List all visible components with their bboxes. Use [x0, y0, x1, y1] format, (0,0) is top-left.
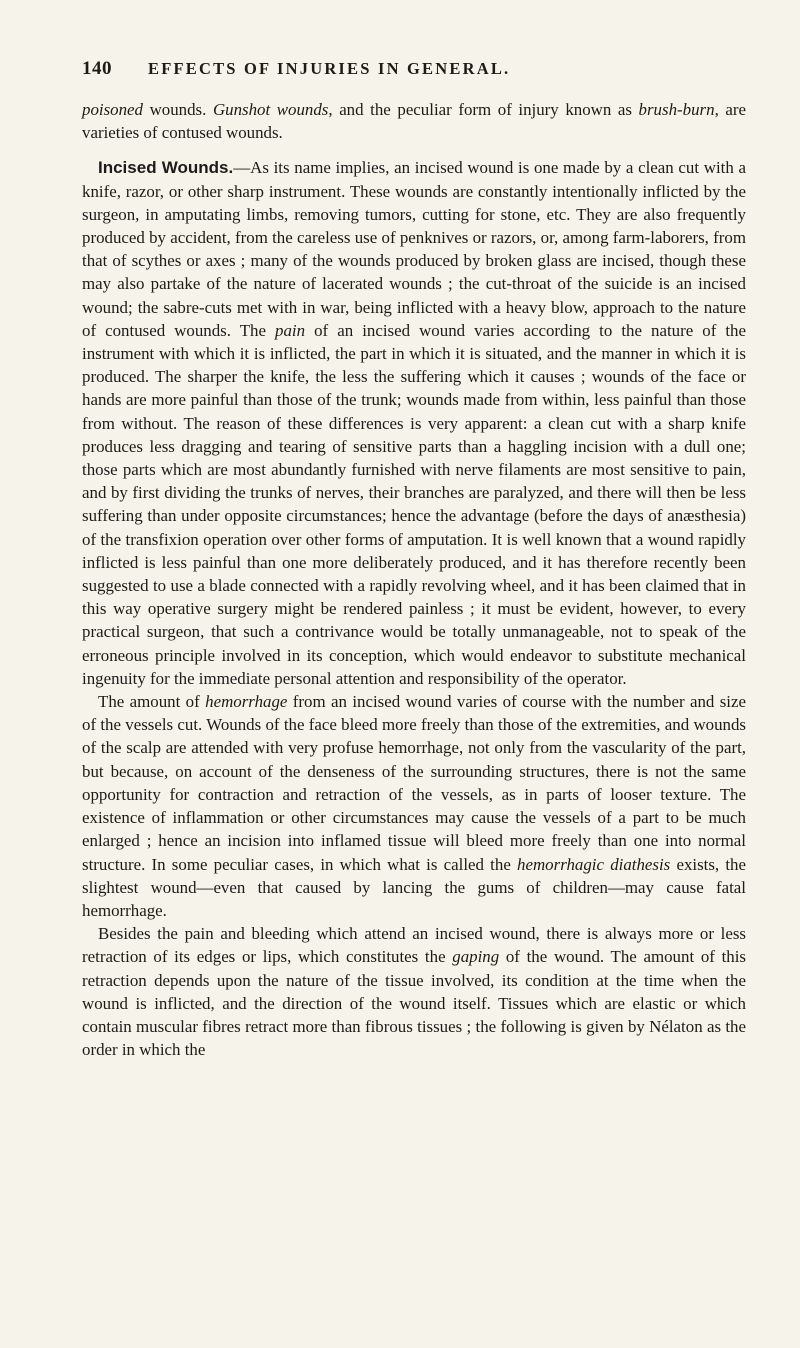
text-run: —As its name implies, an incised wound is one made by a clean cut with a knife, razor, or other sharp instrument. These wounds are constantly intentionally inflicted by the surgeon, in amputating limbs, removing tumors, cutting for stone, etc. They are also frequently produced by accident, from the careless use of penknives or razors, or, among farm-laborers, from that of scythes or axes ; many of the wounds produced by broken glass are incised, though these may also partake of the nature of lacerated wounds ; the cut-throat of the suicide is an incised wound; the sabre-cuts met with in war, being inflicted with a heavy blow, approach to the nature of contused wounds. The — [82, 158, 746, 340]
paragraph-hemorrhage — [82, 690, 746, 922]
term-gunshot-wounds: Gunshot wounds — [212, 100, 329, 119]
page-number: 140 — [82, 58, 112, 79]
text-run: , are varieties of contused wounds. — [82, 100, 746, 143]
text-run: The amount of — [98, 692, 206, 712]
paragraph-poisoned-wounds — [82, 98, 746, 144]
body-text — [82, 98, 746, 1061]
term-hemorrhage: hemorrhage — [205, 692, 288, 712]
term-hemorrhagic-diathesis: hemorrhagic diathesis — [517, 854, 671, 874]
text-run: of an incised wound varies according to the nature of the instrument with which it is inflicted, the part in which it is situated, and the manner in which it is produced. The sharper the knife, the less the suffering which it causes ; wounds of the face or hands are more painful than those of the trunk; wounds made from within, less painful than those from without. The reason of these differences is very apparent: a clean cut with a sharp knife produces less dragging and tearing of sensitive parts than a haggling incision with a dull one; those parts which are most abundantly furnished with nerve filaments are most sensitive to pain, and by first dividing the trunks of nerves, their branches are paralyzed, and there will then be less suffering than under opposite circumstances; hence the advantage (before the days of anæsthesia) of the transfixion operation over other forms of amputation. It is well known that a wound rapidly inflicted is less painful than one more deliberately produced, and it has therefore recently been suggested to use a blade connected with a rapidly revolving wheel, and it has been claimed that in this way operative surgery might be rendered painless ; it must be evident, however, to every practical surgeon, that such a contrivance would be totally unmanageable, not to speak of the erroneous principle involved in its conception, which would endeavor to substitute mechanical ingenuity for the immediate personal attention and responsibility of the operator. — [82, 320, 746, 688]
term-gaping: gaping — [452, 947, 500, 967]
term-pain: pain — [275, 320, 306, 340]
term-poisoned: poisoned — [82, 100, 143, 119]
section-heading-incised-wounds: Incised Wounds. — [98, 158, 234, 178]
text-run: wounds. — [143, 100, 213, 119]
paragraph-incised-wounds — [82, 156, 746, 690]
term-brush-burn: brush-burn — [638, 100, 715, 119]
running-head — [82, 58, 746, 88]
text-run: from an incised wound varies of course with the number and size of the vessels cut. Wounds of the face bleed more freely than those of the extremities, and wounds of the scalp are attended with very profuse hemorrhage, not only from the vascularity of the part, but because, on account of the denseness of the surrounding structures, there is not the same opportunity for contraction and retraction of the vessels, as in parts of looser texture. The existence of inflammation or other circumstances may cause the vessels of a part to be much enlarged ; hence an incision into inflamed tissue will bleed more freely than one into normal structure. In some peculiar cases, in which what is called the — [82, 692, 746, 874]
running-title: EFFECTS OF INJURIES IN GENERAL. — [148, 59, 511, 78]
paragraph-gaping — [82, 922, 746, 1061]
text-run: , and the peculiar form of injury known as — [328, 100, 639, 119]
text-run: exists, the slightest wound—even that caused by lancing the gums of children—may cause fatal hemorrhage. — [82, 854, 746, 920]
text-run: Besides the pain and bleeding which attend an incised wound, there is always more or less retraction of its edges or lips, which constitutes the — [82, 924, 746, 967]
text-run: of the wound. The amount of this retraction depends upon the nature of the tissue involved, its condition at the time when the wound is inflicted, and the direction of the wound itself. Tissues which are elastic or which contain muscular fibres retract more than fibrous tissues ; the following is given by Nélaton as the order in which the — [82, 947, 746, 1060]
